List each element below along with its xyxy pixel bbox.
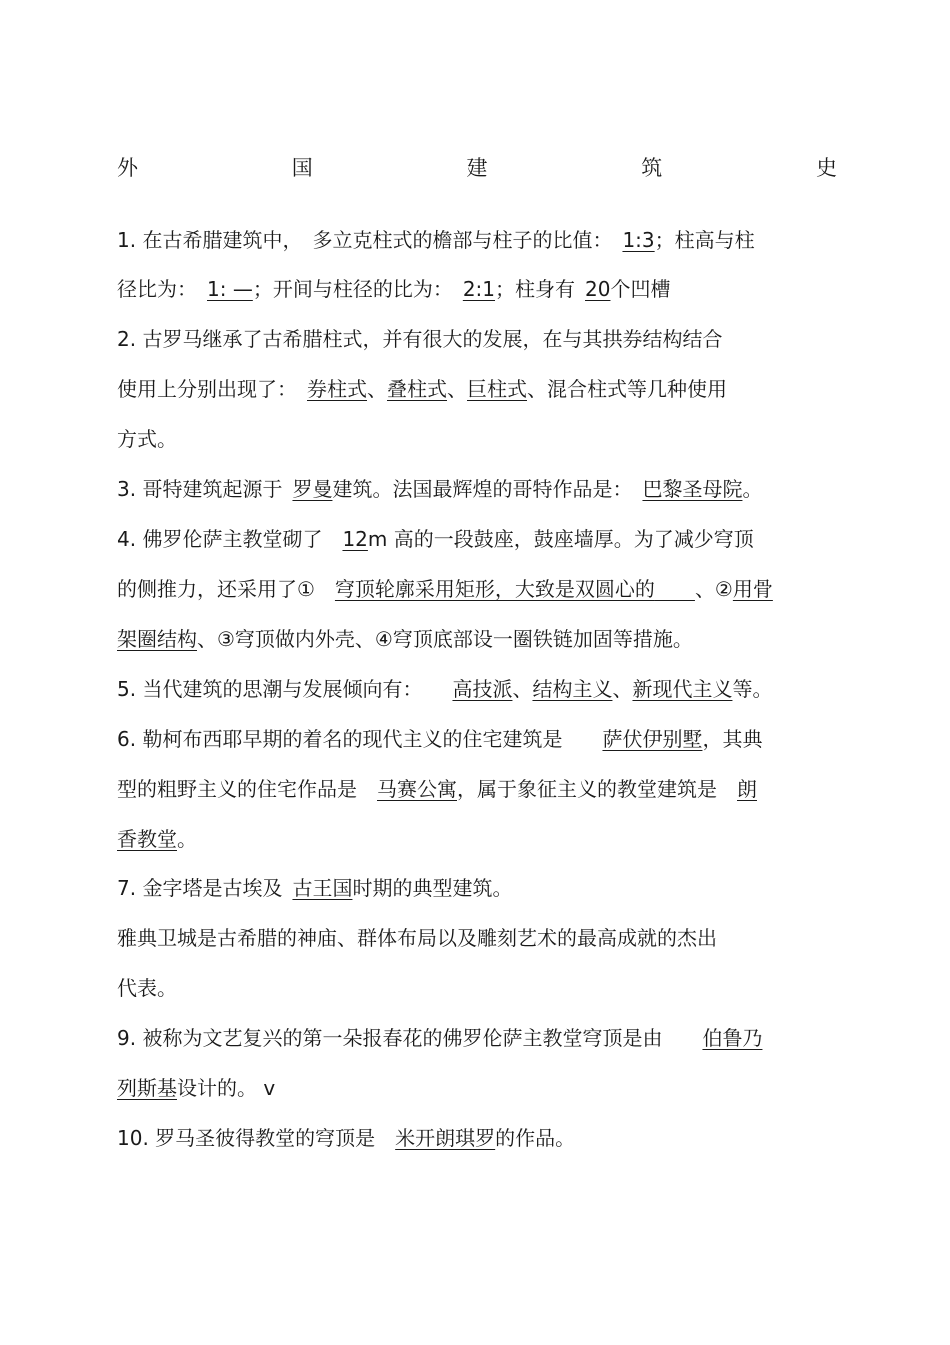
q2-answer: 叠柱式 [387, 377, 447, 401]
q2-text: 使用上分别出现了： [117, 377, 307, 401]
q3-answer: 巴黎圣母院 [642, 477, 743, 501]
q5-text: 、 [512, 677, 533, 701]
q6-text: ，其典 [702, 727, 763, 751]
q4-text: 的侧推力，还采用了① [117, 577, 315, 601]
page-title [117, 152, 837, 182]
q9-line2 [117, 1074, 275, 1102]
q6-text: 型的粗野主义的住宅作品是 [117, 777, 357, 801]
q4-line1 [117, 525, 754, 553]
q4-text: m 高的一段鼓座，鼓座墙厚。为了减少穹顶 [367, 527, 754, 551]
q1-text: 个凹槽 [610, 277, 671, 301]
q1-text: ；柱高与柱 [654, 228, 755, 252]
q8-line1 [117, 924, 717, 952]
q7-text: 7. 金字塔是古埃及 [117, 876, 283, 900]
q6-text: ，属于象征主义的教堂建筑是 [457, 777, 717, 801]
q6-line1 [117, 725, 762, 753]
title-char: 史 [816, 156, 837, 180]
q5-answer: 新现代主义 [632, 677, 733, 701]
q8-line2 [117, 974, 177, 1002]
q1-answer-ratio: 1:3 [622, 228, 655, 252]
q1-answer-bay-ratio: 2:1 [462, 277, 496, 301]
q6-text: 6. 勒柯布西耶早期的着名的现代主义的住宅建筑是 [117, 727, 603, 751]
title-char: 外 [117, 156, 138, 180]
q5-text: 、 [612, 677, 633, 701]
q7-answer: 古王国 [292, 876, 353, 900]
q8-text: 代表。 [117, 976, 177, 1000]
q6-line3 [117, 825, 197, 853]
q1-answer-flutes: 20 [585, 277, 611, 301]
q4-answer: 用骨 [732, 577, 773, 601]
q1-line2 [117, 275, 670, 303]
q5-text: 5. 当代建筑的思潮与发展倾向有： [117, 677, 433, 701]
q8-text: 雅典卫城是古希腊的神庙、群体布局以及雕刻艺术的最高成就的杰出 [117, 926, 717, 950]
q2-text: 、 [447, 377, 467, 401]
q1-text: 1. 在古希腊建筑中， 多立克柱式的檐部与柱子的比值： [117, 228, 623, 252]
q5-line1 [117, 675, 772, 703]
q3-text: 。 [742, 477, 763, 501]
q9-text: 9. 被称为文艺复兴的第一朵报春花的佛罗伦萨主教堂穹顶是由 [117, 1026, 663, 1050]
q6-line2 [117, 775, 757, 803]
q1-text: ；开间与柱径的比为： [252, 277, 463, 301]
title-char: 国 [291, 156, 313, 180]
q2-text: 方式。 [117, 427, 177, 451]
q4-answer: 架圈结构 [117, 627, 197, 651]
q7-line1 [117, 874, 512, 902]
q2-text: 2. 古罗马继承了古希腊柱式，并有很大的发展，在与其拱券结构结合 [117, 327, 723, 351]
q9-text: 设计的。 v [177, 1076, 276, 1100]
q10-text: 10. 罗马圣彼得教堂的穹顶是 [117, 1126, 376, 1150]
q6-answer: 马赛公寓 [377, 777, 457, 801]
q2-text: 、 [367, 377, 387, 401]
q5-text: 等。 [732, 677, 773, 701]
q10-line1 [117, 1124, 575, 1152]
q10-text: 的作品。 [495, 1126, 576, 1150]
q1-text: 径比为： [117, 277, 187, 301]
q2-answer: 巨柱式 [467, 377, 527, 401]
q3-text: 建筑。法国最辉煌的哥特作品是： [332, 477, 643, 501]
q5-answer: 高技派 [452, 677, 513, 701]
q9-answer: 列斯基 [117, 1076, 177, 1100]
q2-line3 [117, 425, 177, 453]
q9-line1 [117, 1024, 762, 1052]
q4-text: 、③穹顶做内外壳、④穹顶底部设一圈铁链加固等措施。 [197, 627, 693, 651]
q6-answer: 朗 [737, 777, 757, 801]
q9-answer: 伯鲁乃 [702, 1026, 763, 1050]
q1-line1 [117, 226, 755, 254]
q6-answer: 萨伏伊别墅 [602, 727, 703, 751]
q2-text: 、混合柱式等几种使用 [527, 377, 727, 401]
title-char: 建 [466, 156, 488, 180]
q6-answer: 香教堂 [117, 827, 177, 851]
q3-answer: 罗曼 [292, 477, 333, 501]
q4-answer: 穹顶轮廓采用矩形，大致是双圆心的 [334, 577, 655, 601]
q2-line1 [117, 325, 722, 353]
q4-answer: 12 [342, 527, 368, 551]
q6-text: 。 [177, 827, 197, 851]
q10-answer: 米开朗琪罗 [395, 1126, 496, 1150]
q7-text: 时期的典型建筑。 [352, 876, 513, 900]
q4-line3 [117, 625, 693, 653]
q2-answer: 券柱式 [307, 377, 367, 401]
q1-text: ；柱身有 [495, 277, 576, 301]
q2-line2 [117, 375, 727, 403]
q4-text: 4. 佛罗伦萨主教堂砌了 [117, 527, 343, 551]
title-char: 筑 [641, 156, 663, 180]
q3-text: 3. 哥特建筑起源于 [117, 477, 283, 501]
q5-answer: 结构主义 [532, 677, 613, 701]
q4-text: 、② [694, 577, 733, 601]
q4-answer-blank [655, 577, 695, 601]
q1-answer-height-ratio: 1: — [207, 277, 253, 301]
q4-line2 [117, 575, 773, 603]
q3-line1 [117, 475, 762, 503]
